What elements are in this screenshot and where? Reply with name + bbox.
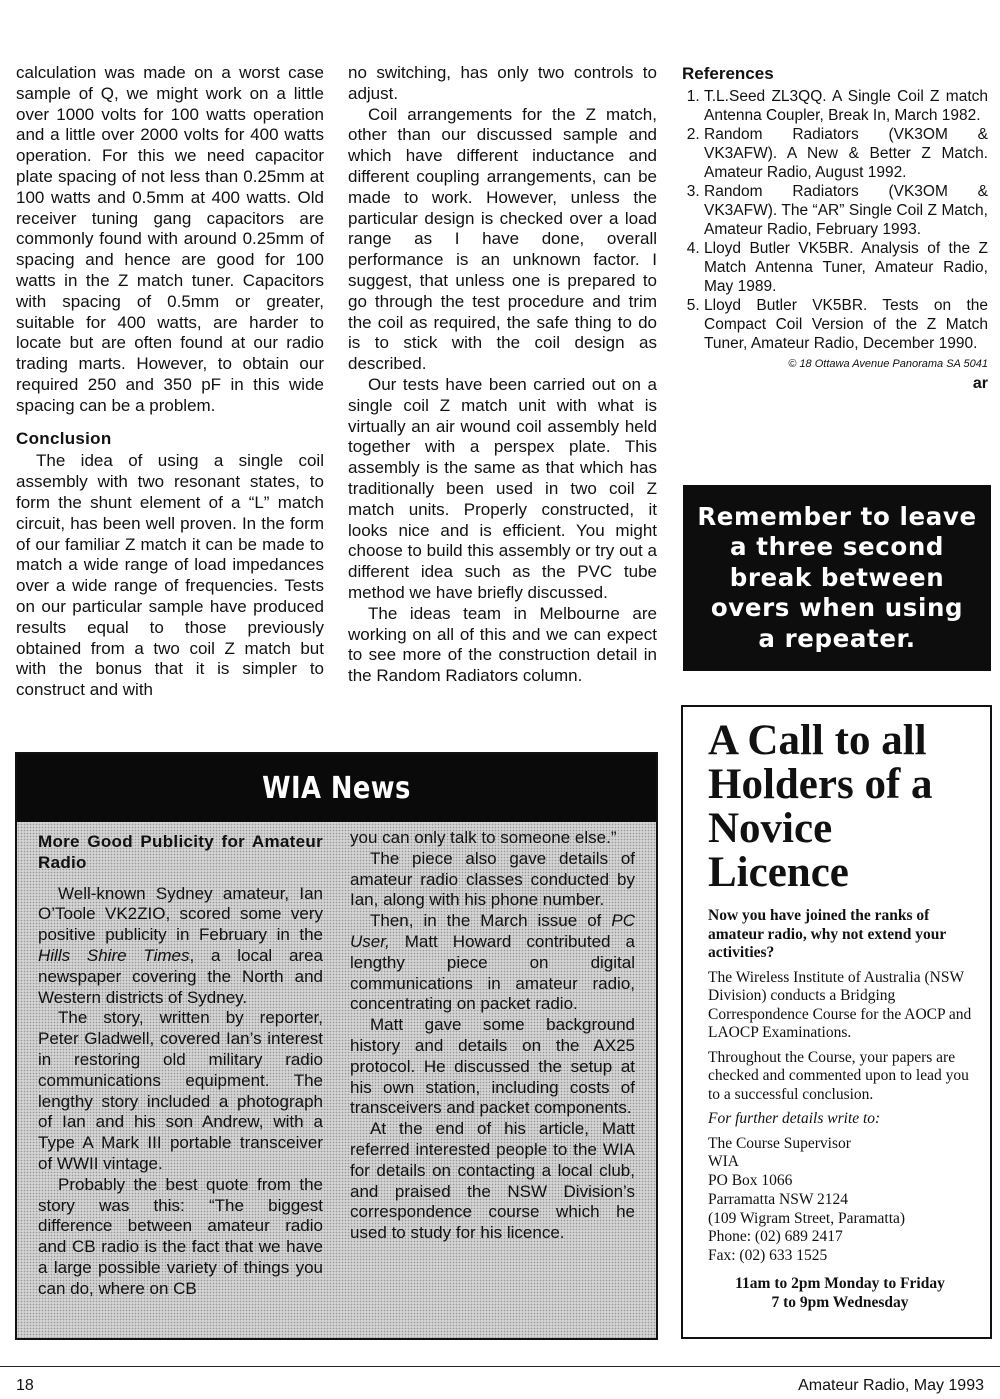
article-column-2 (348, 63, 657, 687)
address-line: Fax: (02) 633 1525 (708, 1247, 828, 1265)
ad-lead: Now you have joined the ranks of amateur radio, why not extend your activities? (708, 907, 946, 961)
reminder-line: Remember to leave (697, 501, 977, 531)
wia-news-paragraph (350, 911, 635, 1015)
text-run: Then, in the March issue of (370, 911, 612, 931)
reminder-line: break between (729, 562, 945, 592)
wia-news-column-2 (350, 828, 635, 1244)
ad-title-line: Novice (708, 805, 833, 852)
article-paragraph: calculation was made on a worst case sample of Q, we might work on a little over 1000 volts for 100 watts operation and a little over 2000 volts for 400 watts operation. For this we need capacitor plate spacing of not less than 0.25mm at 100 watts and 0.5mm at 400 watts. Old receiver tuning gang capacitors are commonly found with around 0.25mm of spacing and hence are good for 100 watts in the Z match tuner. Capacitors with spacing of 0.5mm or greater, suitable for 400 watts, are harder to locate but are often found at our radio trading marts. However, to obtain our required 250 and 350 pF in this wide spacing can be a problem. (16, 63, 324, 415)
article-paragraph: Coil arrangements for the Z match, other than our discussed sample and which have different inductance and different coupling arrangements, can be made to work. However, unless the particular design is checked over a load range as I have done, overall performance is an unknown factor. I suggest, that unless one is prepared to go through the test procedure and trim the coil as required, the safe thing to do is to stick with the coil design as described. (348, 104, 657, 374)
text-run: , a local area newspaper covering the North and Western districts of Sydney. (38, 945, 323, 1007)
address-line: WIA (708, 1153, 739, 1171)
magazine-issue: Amateur Radio, May 1993 (798, 1377, 984, 1394)
magazine-title: PC User, (350, 911, 635, 951)
article-paragraph: no switching, has only two controls to adjust. (348, 63, 657, 103)
hours-line: 7 to 9pm Wednesday (771, 1294, 909, 1312)
hours-line: 11am to 2pm Monday to Friday (735, 1275, 945, 1293)
reference-item: 4. Lloyd Butler VK5BR. Analysis of the Z Match Antenna Tuner, Amateur Radio, May 1989. (704, 239, 988, 296)
article-paragraph: The ideas team in Melbourne are working on all of this and we can expect to see more of the construction detail in the Random Radiators column. (348, 603, 657, 686)
wia-news-paragraph: you can only talk to someone else.” (350, 828, 617, 847)
reference-item: 2. Random Radiators (VK3OM & VK3AFW). A New & Better Z Match. Amateur Radio, August 1992. (704, 125, 988, 182)
reference-item: 5. Lloyd Butler VK5BR. Tests on the Compact Coil Version of the Z Match Tuner, Amateur Radio, December 1990. (704, 296, 988, 353)
ad-paragraph: The Wireless Institute of Australia (NSW Division) conducts a Bridging Correspondence Course for the AOCP and LAOCP Examinations. (708, 968, 972, 1041)
wia-news-paragraph: At the end of his article, Matt referred interested people to the WIA for details on contacting a local club, and praised the NSW Division’s correspondence course which he used to study for his licence. (350, 1119, 635, 1243)
references-heading: References (682, 64, 774, 83)
reference-item: 3. Random Radiators (VK3OM & VK3AFW). The “AR” Single Coil Z Match, Amateur Radio, February 1993. (704, 182, 988, 239)
ad-paragraph: Throughout the Course, your papers are checked and commented upon to lead you to a successful conclusion. (708, 1048, 969, 1103)
wia-news-box (15, 752, 658, 1340)
end-mark: ar (972, 375, 988, 392)
ad-paragraph: For further details write to: (708, 1110, 881, 1127)
wia-news-heading: More Good Publicity for Amateur Radio (38, 832, 323, 872)
address-line: Parramatta NSW 2124 (708, 1190, 849, 1208)
office-hours (708, 1274, 972, 1312)
wia-news-column-1 (38, 832, 323, 1300)
ad-title (708, 719, 972, 895)
wia-news-header (17, 754, 656, 822)
address-line: Phone: (02) 689 2417 (708, 1228, 843, 1246)
wia-news-title: WIA News (262, 770, 411, 806)
reminder-line: overs when using (710, 593, 964, 623)
footer-rule (0, 1366, 1000, 1367)
text-run: Matt Howard contributed a lengthy piece on digital communications in amateur radio, concentrating on packet radio. (350, 931, 635, 1014)
newspaper-title: Hills Shire Times (38, 945, 190, 965)
repeater-reminder-box (683, 485, 991, 671)
ad-title-line: Licence (708, 849, 849, 896)
article-paragraph: Our tests have been carried out on a single coil Z match unit with what is virtually an air wound coil assembly held together with a perspex plate. This assembly is the same as that which has traditionally been used in two coil Z match units. Properly constructed, it looks nice and is efficient. You might choose to build this assembly or try out a different idea such as the PVC tube method we have briefly discussed. (348, 374, 657, 602)
text-run: Well-known Sydney amateur, Ian O’Toole VK2ZIO, scored some very positive publicity in February in the (38, 883, 323, 945)
conclusion-heading: Conclusion (16, 428, 112, 448)
ad-address (708, 1135, 972, 1267)
address-line: The Course Supervisor (708, 1134, 851, 1152)
page-number: 18 (16, 1377, 34, 1394)
address-line: PO Box 1066 (708, 1172, 793, 1190)
article-column-1 (16, 63, 324, 701)
reminder-line: a three second (730, 532, 944, 562)
ad-title-line: Holders of a (708, 761, 933, 808)
ad-title-line: A Call to all (708, 717, 927, 764)
wia-news-paragraph: The piece also gave details of amateur radio classes conducted by Ian, along with his phone number. (350, 848, 635, 910)
author-credit: © 18 Ottawa Avenue Panorama SA 5041 (788, 358, 988, 370)
wia-news-paragraph (38, 884, 323, 1009)
references-list (682, 87, 988, 353)
reference-item: 1. T.L.Seed ZL3QQ. A Single Coil Z match Antenna Coupler, Break In, March 1982. (704, 87, 988, 125)
article-paragraph: The idea of using a single coil assembly with two resonant states, to form the shunt element of a “L” match circuit, has been well proven. In the form of our familiar Z match it can be made to match a wide range of load impedances over a wide range of frequencies. Tests on our particular sample have produced results equal to those previously obtained from a two coil Z match but with the bonus that it is simpler to construct and with (16, 451, 324, 700)
address-line: (109 Wigram Street, Paramatta) (708, 1209, 906, 1227)
wia-news-paragraph: Matt gave some background history and details on the AX25 protocol. He discussed the setup at his own station, including costs of transceivers and packet components. (350, 1015, 635, 1118)
reminder-line: a repeater. (758, 623, 916, 653)
wia-news-paragraph: The story, written by reporter, Peter Gladwell, covered Ian’s interest in restoring old military radio communications equipment. The lengthy story included a photograph of Ian and his son Andrew, with a Type A Mark III portable transceiver of WWII vintage. (38, 1008, 323, 1173)
wia-news-paragraph: Probably the best quote from the story was this: “The biggest difference between amateur radio and CB radio is the fact that we have a large possible variety of things you can do, where on CB (38, 1174, 323, 1298)
references-section (682, 64, 988, 393)
novice-licence-ad (681, 705, 992, 1339)
